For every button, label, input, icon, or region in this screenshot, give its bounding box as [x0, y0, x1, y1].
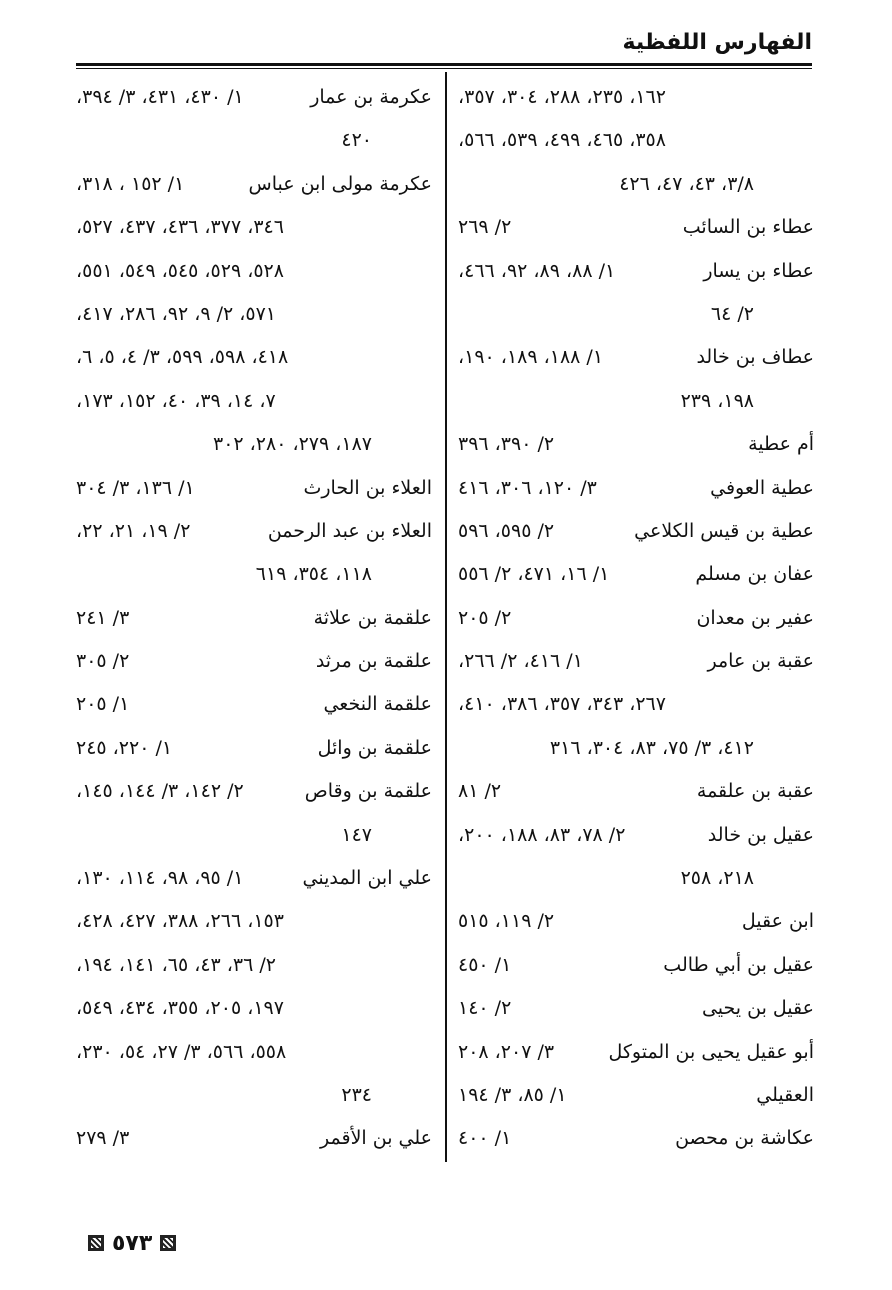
ornament-icon: [88, 1235, 104, 1251]
index-entry-row: [458, 553, 814, 596]
index-column-left: [76, 76, 432, 1161]
index-entry-row: [76, 336, 432, 379]
entry-name: عكرمة بن عمار: [310, 86, 432, 108]
header-rule-thick: [76, 63, 812, 66]
index-column-right: [458, 76, 814, 1161]
index-entry-row: [458, 467, 814, 510]
entry-references-continued: ١٨٧، ٢٧٩، ٢٨٠، ٣٠٢: [212, 433, 372, 456]
entry-references: ١/ ٨٨، ٨٩، ٩٢، ٤٦٦،: [458, 259, 616, 282]
index-entry-row: [458, 597, 814, 640]
entry-references: ١/ ٩٥، ٩٨، ١١٤، ١٣٠،: [76, 867, 244, 890]
entry-name: العلاء بن عبد الرحمن: [267, 519, 432, 542]
entry-references-continued: ٢٣٤: [341, 1083, 372, 1106]
entry-references: ٢/ ٢٠٥: [458, 606, 512, 629]
entry-references: ١/ ٤٥٠: [458, 953, 512, 976]
entry-references: ١/ ٤٠٠: [458, 1127, 512, 1150]
index-entry-row: [458, 293, 814, 336]
index-entry-row: [76, 900, 432, 943]
entry-references: ٢/ ٨١: [458, 780, 502, 803]
entry-references-continued: ٤١٢، ٣/ ٧٥، ٨٣، ٣٠٤، ٣١٦: [549, 736, 754, 759]
entry-name: عقبة بن عامر: [707, 650, 814, 673]
entry-references: ٢/ ٥٩٥، ٥٩٦: [458, 519, 555, 542]
index-entry-row: [76, 250, 432, 293]
index-entry-row: [76, 467, 432, 510]
page-title: الفهارس اللفظية: [622, 30, 812, 55]
entry-references-continued: ١٤٧: [341, 823, 372, 846]
index-entry-row: [458, 1031, 814, 1074]
entry-references-continued: ٢/ ٣٦، ٤٣، ٦٥، ١٤١، ١٩٤،: [76, 953, 277, 976]
index-entry-row: [76, 380, 432, 423]
index-entry-row: [76, 423, 432, 466]
entry-name: أبو عقيل يحيى بن المتوكل: [608, 1040, 814, 1063]
entry-references-continued: ٤١٨، ٥٩٨، ٥٩٩، ٣/ ٤، ٥، ٦،: [76, 346, 289, 369]
entry-name: عطاف بن خالد: [696, 346, 814, 369]
index-entry-row: [458, 510, 814, 553]
index-entry-row: [76, 683, 432, 726]
entry-references: ٢/ ٣٩٠، ٣٩٦: [458, 433, 555, 456]
index-entry-row: [76, 1074, 432, 1117]
entry-name: علي بن الأقمر: [320, 1127, 432, 1150]
entry-references-continued: ٥٥٨، ٥٦٦، ٣/ ٢٧، ٥٤، ٢٣٠،: [76, 1040, 287, 1063]
index-entry-row: [458, 1074, 814, 1117]
index-entry-row: [76, 814, 432, 857]
entry-name: علقمة بن وقاص: [304, 780, 432, 803]
index-entry-row: [76, 770, 432, 813]
index-entry-row: [458, 1117, 814, 1160]
index-entry-row: [76, 119, 432, 162]
entry-name: علقمة النخعي: [323, 693, 432, 716]
page-footer: [84, 1230, 180, 1256]
entry-references-continued: ١١٨، ٣٥٤، ٦١٩: [255, 563, 372, 586]
index-entry-row: [76, 727, 432, 770]
index-entry-row: [76, 857, 432, 900]
index-entry-row: [76, 944, 432, 987]
entry-name: عطية بن قيس الكلاعي: [634, 519, 814, 542]
index-entry-row: [458, 119, 814, 162]
entry-references-continued: ٥٢٨، ٥٢٩، ٥٤٥، ٥٤٩، ٥٥١،: [76, 259, 284, 282]
index-entry-row: [458, 814, 814, 857]
index-entry-row: [458, 250, 814, 293]
index-entry-row: [458, 944, 814, 987]
entry-name: علقمة بن وائل: [317, 736, 432, 759]
ornament-icon: [160, 1235, 176, 1251]
index-entry-row: [458, 770, 814, 813]
entry-name: عكرمة مولى ابن عباس: [248, 172, 432, 195]
entry-references: ١/ ٤١٦، ٢/ ٢٦٦،: [458, 650, 583, 673]
index-entry-row: [76, 163, 432, 206]
index-entry-row: [458, 900, 814, 943]
index-entry-row: [76, 597, 432, 640]
entry-name: علي ابن المديني: [302, 867, 432, 890]
entry-name: عقبة بن علقمة: [696, 780, 814, 803]
entry-references-continued: ٣٤٦، ٣٧٧، ٤٣٦، ٤٣٧، ٥٢٧،: [76, 216, 284, 239]
entry-references: ١/ ١٨٨، ١٨٩، ١٩٠،: [458, 346, 604, 369]
index-entry-row: [76, 510, 432, 553]
index-entry-row: [76, 206, 432, 249]
entry-references: ١/ ١٥٢ ، ٣١٨،: [76, 172, 185, 195]
header-rule-thin: [76, 68, 812, 69]
entry-references-continued: ٢١٨، ٢٥٨: [680, 867, 754, 890]
entry-name: العلاء بن الحارث: [303, 476, 432, 499]
entry-name: أم عطية: [748, 433, 814, 456]
entry-name: العقيلي: [756, 1083, 814, 1106]
index-entry-row: [76, 1031, 432, 1074]
entry-references-continued: ٣/٨، ٤٣، ٤٧، ٤٢٦: [619, 172, 754, 195]
entry-references: ٢/ ١٤٢، ٣/ ١٤٤، ١٤٥،: [76, 780, 244, 803]
entry-references: ٢/ ١١٩، ٥١٥: [458, 910, 555, 933]
entry-name: عطية العوفي: [710, 476, 814, 499]
entry-name: عقيل بن أبي طالب: [663, 953, 814, 976]
entry-references: ٢/ ٣٠٥: [76, 650, 130, 673]
entry-references: ١/ ١٦، ٤٧١، ٢/ ٥٥٦: [458, 563, 610, 586]
entry-references-continued: ٢/ ٦٤: [710, 302, 754, 325]
entry-references-continued: ٢٦٧، ٣٤٣، ٣٥٧، ٣٨٦، ٤١٠،: [458, 693, 666, 716]
index-entry-row: [76, 640, 432, 683]
entry-name: عقيل بن خالد: [707, 823, 814, 846]
entry-references: ٢/ ١٤٠: [458, 997, 512, 1020]
index-entry-row: [458, 206, 814, 249]
entry-name: عطاء بن يسار: [703, 259, 814, 282]
entry-name: عفير بن معدان: [696, 606, 814, 629]
index-entry-row: [458, 336, 814, 379]
entry-name: عطاء بن السائب: [682, 216, 814, 239]
entry-name: علقمة بن علاثة: [313, 606, 432, 629]
column-divider: [445, 72, 447, 1162]
entry-references-continued: ٧، ١٤، ٣٩، ٤٠، ١٥٢، ١٧٣،: [76, 389, 276, 412]
entry-references-continued: ٤٢٠: [341, 129, 372, 152]
index-entry-row: [76, 1117, 432, 1160]
index-entry-row: [458, 380, 814, 423]
index-entry-row: [76, 293, 432, 336]
entry-references-continued: ١٦٢، ٢٣٥، ٢٨٨، ٣٠٤، ٣٥٧،: [458, 86, 666, 108]
entry-references: ٢/ ٢٦٩: [458, 216, 512, 239]
entry-references-continued: ١٥٣، ٢٦٦، ٣٨٨، ٤٢٧، ٤٢٨،: [76, 910, 284, 933]
index-entry-row: [458, 640, 814, 683]
entry-name: عكاشة بن محصن: [675, 1127, 814, 1150]
entry-references: ١/ ١٣٦، ٣/ ٣٠٤: [76, 476, 195, 499]
entry-references: ٢/ ١٩، ٢١، ٢٢،: [76, 519, 191, 542]
index-entry-row: [458, 163, 814, 206]
entry-references-continued: ٣٥٨، ٤٦٥، ٤٩٩، ٥٣٩، ٥٦٦،: [458, 129, 666, 152]
entry-name: عفان بن مسلم: [695, 563, 814, 586]
entry-references: ١/ ٢٠٥: [76, 693, 130, 716]
index-entry-row: [458, 683, 814, 726]
index-entry-row: [458, 423, 814, 466]
entry-references: ٣/ ٢٤١: [76, 606, 130, 629]
entry-references: ٢/ ٧٨، ٨٣، ١٨٨، ٢٠٠،: [458, 823, 626, 846]
entry-name: عقيل بن يحيى: [701, 997, 814, 1020]
index-entry-row: [76, 987, 432, 1030]
index-entry-row: [458, 987, 814, 1030]
entry-references-continued: ١٩٧، ٢٠٥، ٣٥٥، ٤٣٤، ٥٤٩،: [76, 997, 284, 1020]
index-entry-row: [458, 76, 814, 119]
page-header: [76, 26, 812, 62]
entry-name: علقمة بن مرثد: [315, 650, 432, 673]
entry-name: ابن عقيل: [741, 910, 814, 933]
entry-references: ١/ ٤٣٠، ٤٣١، ٣/ ٣٩٤،: [76, 86, 244, 108]
index-entry-row: [458, 857, 814, 900]
index-entry-row: [76, 76, 432, 119]
entry-references: ٣/ ٢٠٧، ٢٠٨: [458, 1040, 555, 1063]
entry-references: ٣/ ١٢٠، ٣٠٦، ٤١٦: [458, 476, 597, 499]
entry-references-continued: ١٩٨، ٢٣٩: [680, 389, 754, 412]
entry-references: ١/ ٢٢٠، ٢٤٥: [76, 736, 173, 759]
index-entry-row: [76, 553, 432, 596]
entry-references: ١/ ٨٥، ٣/ ١٩٤: [458, 1083, 567, 1106]
entry-references: ٣/ ٢٧٩: [76, 1127, 130, 1150]
page-number: ٥٧٣: [112, 1230, 153, 1256]
entry-references-continued: ٥٧١، ٢/ ٩، ٩٢، ٢٨٦، ٤١٧،: [76, 302, 277, 325]
index-entry-row: [458, 727, 814, 770]
